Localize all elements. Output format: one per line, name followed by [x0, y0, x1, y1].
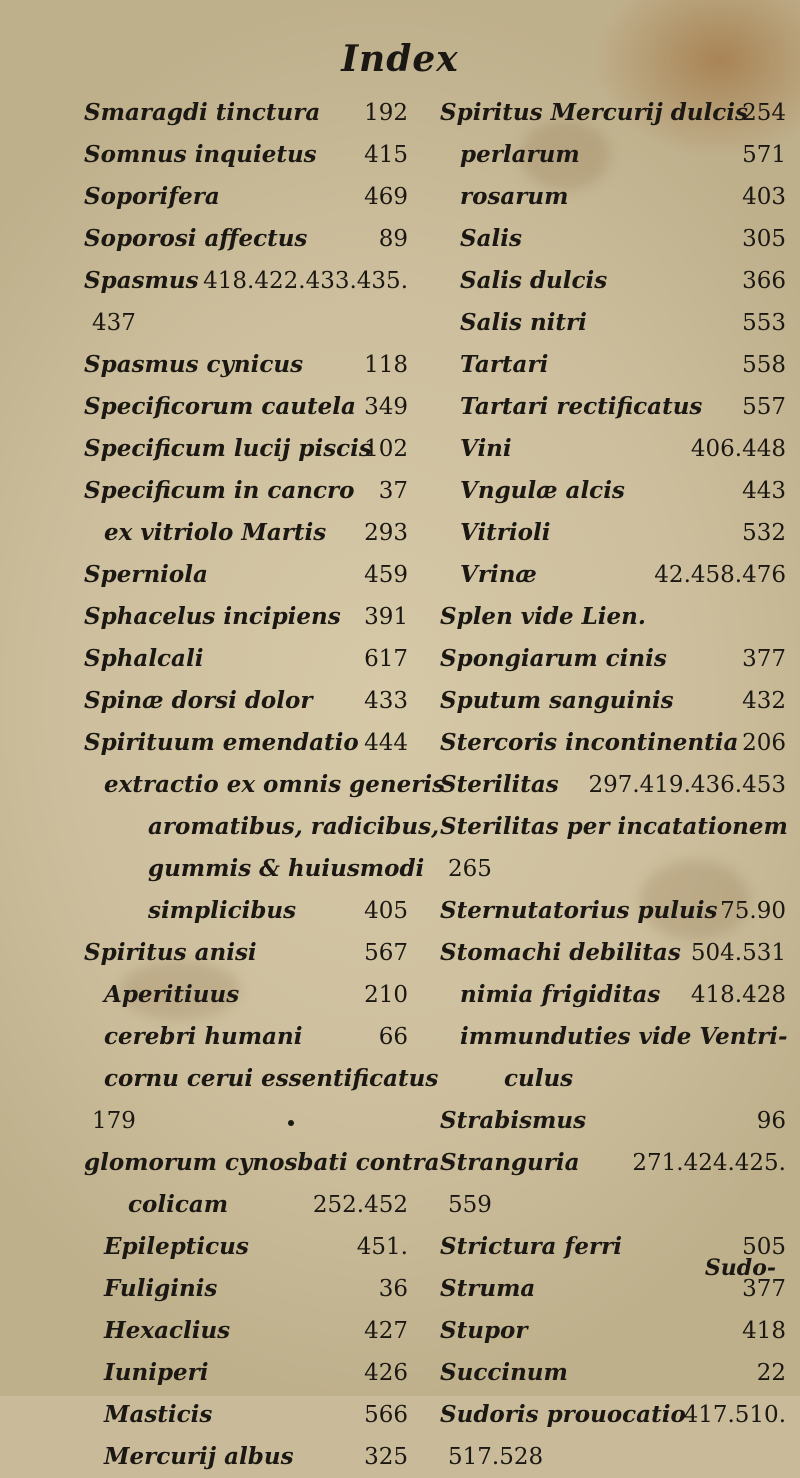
index-page-numbers: 96 — [756, 1108, 786, 1134]
index-page-numbers: 418 — [742, 1318, 786, 1344]
index-page-numbers: 391 — [364, 604, 408, 630]
index-term: Hexaclius — [104, 1317, 231, 1344]
index-page-numbers: 252.452 — [312, 1192, 408, 1218]
page-header: Index — [341, 38, 459, 80]
index-term: Sterilitas per incatationem — [440, 813, 788, 840]
index-entry — [84, 512, 414, 554]
index-entry — [440, 680, 792, 722]
index-page-numbers: 505 — [742, 1234, 786, 1260]
index-entry — [84, 1268, 414, 1310]
index-page-numbers: 366 — [742, 268, 786, 294]
index-entry — [440, 932, 792, 974]
index-entry — [440, 302, 792, 344]
index-page-numbers: 451. — [356, 1234, 408, 1260]
index-term: Sternutatorius puluis — [440, 897, 718, 924]
index-term: gummis & huiusmodi — [148, 855, 425, 882]
index-page-numbers: 36 — [378, 1276, 408, 1302]
index-term: Spirituum emendatio — [84, 729, 359, 756]
index-term: Salis nitri — [460, 309, 587, 336]
index-term: Vini — [460, 435, 512, 462]
index-entry — [440, 386, 792, 428]
index-entry — [84, 218, 414, 260]
index-term: rosarum — [460, 183, 569, 210]
index-page-numbers: 532 — [742, 520, 786, 546]
index-page-numbers: 349 — [364, 394, 408, 420]
index-entry — [84, 260, 414, 302]
index-term: 517.528 — [448, 1444, 544, 1470]
index-entry — [84, 974, 414, 1016]
index-page-numbers: 325 — [364, 1444, 408, 1470]
index-entry — [84, 386, 414, 428]
index-entry — [84, 1352, 414, 1394]
index-page-numbers: 418.422.433.435. — [203, 268, 408, 294]
index-term: Sperniola — [84, 561, 208, 588]
index-page-numbers: 469 — [364, 184, 408, 210]
index-page-numbers: 405 — [364, 898, 408, 924]
index-entry — [440, 974, 792, 1016]
index-entry — [84, 1100, 414, 1142]
index-page-numbers: 37 — [378, 478, 408, 504]
index-page-numbers: 444 — [364, 730, 408, 756]
index-page-numbers: 417.510. — [683, 1402, 786, 1428]
index-entry — [84, 302, 414, 344]
index-entry — [440, 1436, 792, 1478]
index-entry — [440, 848, 792, 890]
index-page-numbers: 504.531 — [690, 940, 786, 966]
index-term: Aperitiuus — [104, 981, 240, 1008]
index-page-numbers: 297.419.436.453 — [588, 772, 786, 798]
index-term: Strictura ferri — [440, 1233, 622, 1260]
index-term: Succinum — [440, 1359, 568, 1386]
index-entry — [440, 554, 792, 596]
index-entry — [440, 92, 792, 134]
index-page-numbers: 427 — [364, 1318, 408, 1344]
index-page-numbers: 305 — [742, 226, 786, 252]
index-term: culus — [504, 1065, 574, 1092]
index-page-numbers: 66 — [378, 1024, 408, 1050]
index-page-numbers: 22 — [756, 1360, 786, 1386]
index-term: Salis dulcis — [460, 267, 608, 294]
index-term: Stomachi debilitas — [440, 939, 681, 966]
index-term: Strabismus — [440, 1107, 587, 1134]
index-entry — [84, 1436, 414, 1478]
index-term: 437 — [92, 310, 136, 336]
index-term: Specificum in cancro — [84, 477, 355, 504]
index-term: Stranguria — [440, 1149, 580, 1176]
index-entry — [84, 1184, 414, 1226]
index-entry — [84, 344, 414, 386]
index-entry — [84, 176, 414, 218]
index-term: Soporosi affectus — [84, 225, 308, 252]
index-term: cerebri humani — [104, 1023, 303, 1050]
index-entry — [84, 932, 414, 974]
index-page-numbers: 75.90 — [720, 898, 786, 924]
index-term: Sphalcali — [84, 645, 204, 672]
index-term: Spinæ dorsi dolor — [84, 687, 313, 714]
index-term: immunduties vide Ventri- — [460, 1023, 788, 1050]
index-entry — [440, 344, 792, 386]
index-entry — [440, 1058, 792, 1100]
index-term: Splen vide Lien. — [440, 603, 646, 630]
index-page-numbers: 418.428 — [690, 982, 786, 1008]
index-entry — [84, 764, 446, 806]
index-entry — [440, 596, 792, 638]
index-page-numbers: 443 — [742, 478, 786, 504]
index-page-numbers: 432 — [742, 688, 786, 714]
index-term: Vngulæ alcis — [460, 477, 625, 504]
index-term: 265 — [448, 856, 492, 882]
index-entry — [84, 1226, 414, 1268]
index-entry — [440, 1310, 792, 1352]
index-term: Vitrioli — [460, 519, 551, 546]
index-page-numbers: 102 — [364, 436, 408, 462]
index-term: perlarum — [460, 141, 580, 168]
index-entry — [84, 554, 414, 596]
index-term: Spiritus anisi — [84, 939, 257, 966]
index-entry — [440, 806, 792, 848]
index-page-numbers: 415 — [364, 142, 408, 168]
index-entry — [440, 1184, 792, 1226]
index-page-numbers: 254 — [742, 100, 786, 126]
index-page-numbers: 406.448 — [690, 436, 786, 462]
index-page-numbers: 403 — [742, 184, 786, 210]
index-entry — [440, 722, 792, 764]
index-entry — [84, 470, 414, 512]
index-entry — [84, 1142, 440, 1184]
index-term: Smaragdi tinctura — [84, 99, 321, 126]
index-page-numbers: 617 — [364, 646, 408, 672]
index-entry — [440, 638, 792, 680]
index-entry — [84, 722, 414, 764]
index-entry — [440, 1394, 792, 1436]
index-term: Fuliginis — [104, 1275, 218, 1302]
index-term: Specificum lucij piscis — [84, 435, 372, 462]
index-term: Spiritus Mercurij dulcis — [440, 99, 748, 126]
index-entry — [84, 92, 414, 134]
index-entry — [84, 1310, 414, 1352]
index-entry — [84, 680, 414, 722]
index-entry — [84, 638, 414, 680]
index-term: Tartari — [460, 351, 549, 378]
index-term: Tartari rectificatus — [460, 393, 703, 420]
index-page-numbers: 89 — [378, 226, 408, 252]
index-page-numbers: 557 — [742, 394, 786, 420]
index-term: ex vitriolo Martis — [104, 519, 327, 546]
index-term: 559 — [448, 1192, 492, 1218]
index-term: 179 — [92, 1108, 136, 1134]
index-entry — [440, 1352, 792, 1394]
index-page-numbers: 377 — [742, 1276, 786, 1302]
index-entry — [440, 1016, 792, 1058]
index-page-numbers: 459 — [364, 562, 408, 588]
index-column-left — [84, 92, 446, 1478]
index-page-numbers: 118 — [364, 352, 408, 378]
index-page-numbers: 271.424.425. — [632, 1150, 786, 1176]
index-term: extractio ex omnis generis — [104, 771, 446, 798]
index-page-numbers: 571 — [742, 142, 786, 168]
index-term: Spasmus cynicus — [84, 351, 304, 378]
index-term: Struma — [440, 1275, 536, 1302]
index-page-numbers: 567 — [364, 940, 408, 966]
index-page-numbers: 42.458.476 — [654, 562, 786, 588]
index-term: Spongiarum cinis — [440, 645, 667, 672]
index-entry — [84, 1394, 414, 1436]
index-entry — [84, 806, 440, 848]
index-entry — [84, 134, 414, 176]
index-page-numbers: 206 — [742, 730, 786, 756]
index-page-numbers: 558 — [742, 352, 786, 378]
index-term: Spasmus — [84, 267, 199, 294]
index-page-numbers: 433 — [364, 688, 408, 714]
index-entry — [440, 764, 792, 806]
index-entry — [440, 890, 792, 932]
index-page-numbers: 553 — [742, 310, 786, 336]
index-term: glomorum cynosbati contra — [84, 1149, 440, 1176]
index-term: Sputum sanguinis — [440, 687, 674, 714]
index-entry — [84, 1016, 414, 1058]
index-term: aromatibus, radicibus, — [148, 813, 440, 840]
index-term: colicam — [128, 1191, 229, 1218]
index-term: Somnus inquietus — [84, 141, 317, 168]
index-entry — [84, 428, 414, 470]
index-term: Masticis — [104, 1401, 213, 1428]
index-entry — [440, 260, 792, 302]
index-entry — [84, 1058, 439, 1100]
index-term: Vrinæ — [460, 561, 537, 588]
index-term: Soporifera — [84, 183, 220, 210]
index-entry — [84, 890, 414, 932]
index-page-numbers: 293 — [364, 520, 408, 546]
index-term: Stupor — [440, 1317, 528, 1344]
index-entry — [440, 176, 792, 218]
index-term: Iuniperi — [104, 1359, 209, 1386]
index-term: Salis — [460, 225, 522, 252]
index-entry — [84, 848, 425, 890]
index-term: simplicibus — [148, 897, 297, 924]
index-entry — [84, 596, 414, 638]
catchword: Sudo- — [704, 1255, 776, 1281]
index-page-numbers: 377 — [742, 646, 786, 672]
index-entry — [440, 428, 792, 470]
index-term: Mercurij albus — [104, 1443, 294, 1470]
index-page-numbers: 566 — [364, 1402, 408, 1428]
index-term: Stercoris incontinentia — [440, 729, 739, 756]
index-term: Epilepticus — [104, 1233, 249, 1260]
index-entry — [440, 218, 792, 260]
index-entry — [440, 470, 792, 512]
index-page-numbers: 192 — [364, 100, 408, 126]
index-term: Sphacelus incipiens — [84, 603, 341, 630]
index-term: Sterilitas — [440, 771, 559, 798]
index-page-numbers: 426 — [364, 1360, 408, 1386]
ink-dot — [288, 1120, 294, 1126]
index-term: nimia frigiditas — [460, 981, 661, 1008]
index-entry — [440, 1142, 792, 1184]
index-entry — [440, 512, 792, 554]
index-term: Specificorum cautela — [84, 393, 356, 420]
index-term: cornu cerui essentificatus — [104, 1065, 439, 1092]
index-entry — [440, 1100, 792, 1142]
index-page-numbers: 210 — [364, 982, 408, 1008]
index-entry — [440, 134, 792, 176]
index-term: Sudoris prouocatio — [440, 1401, 686, 1428]
